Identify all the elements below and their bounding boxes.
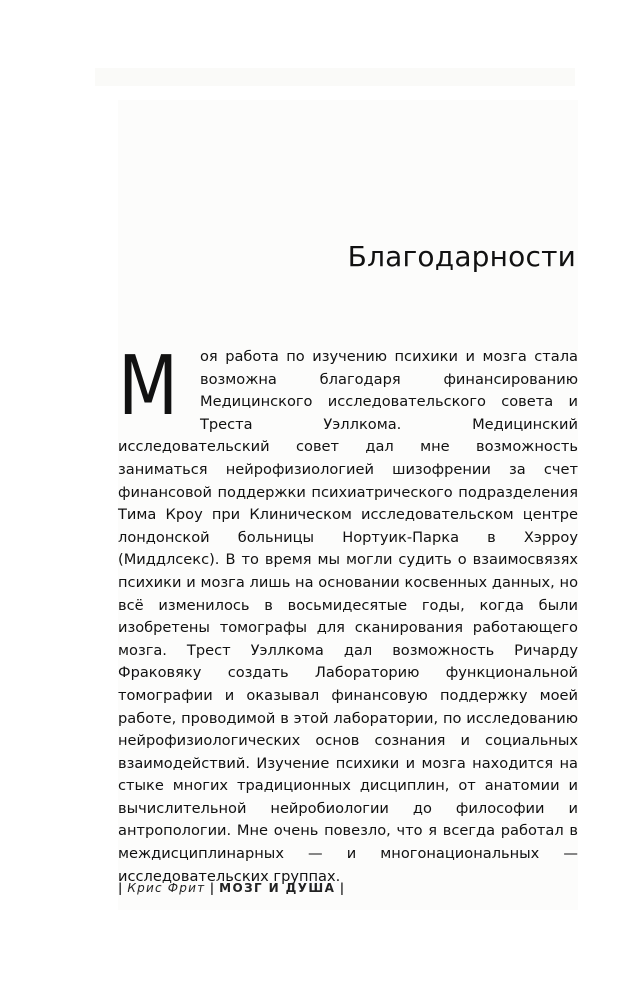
footer-separator: |	[339, 881, 345, 895]
running-footer	[118, 881, 345, 895]
page-edge-shadow	[95, 68, 575, 86]
footer-book-title: МОЗГ И ДУША	[219, 881, 336, 895]
footer-author: Крис Фрит	[127, 881, 206, 895]
body-paragraph	[118, 339, 578, 888]
footer-separator: |	[209, 881, 215, 895]
footer-separator: |	[118, 881, 123, 895]
drop-cap: М	[118, 339, 179, 434]
chapter-title: Благодарности	[347, 240, 576, 273]
body-text: оя работа по изучению психики и мозга стала возможна благодаря финансированию Медицинского исследовательского совета и Треста Уэллкома. Медицинский исследовательский совет дал мне возможность заниматься нейрофизиологией шизофрении за счет финансовой поддержки психиатрического подразделения Тима Кроу при Клиническом исследовательском центре лондонской больницы Нортуик-Парка в Хэрроу (Миддлсекс). В то время мы могли судить о взаимосвязях психики и мозга лишь на основании косвенных данных, но всё изменилось в восьмидесятые годы, когда были изобретены томографы для сканирования работающего мозга. Трест Уэллкома дал возможность Ричарду Фраковяку создать Лабораторию функциональной томографии и оказывал финансовую поддержку моей работе, проводимой в этой лаборатории, по исследованию нейрофизиологических основ сознания и социальных взаимодействий. Изучение психики и мозга находится на стыке многих традиционных дисциплин, от анатомии и вычислительной нейробиологии до философии и антропологии. Мне очень повезло, что я всегда работал в междисциплинарных — и многонациональных — исследовательских группах.	[118, 348, 578, 885]
